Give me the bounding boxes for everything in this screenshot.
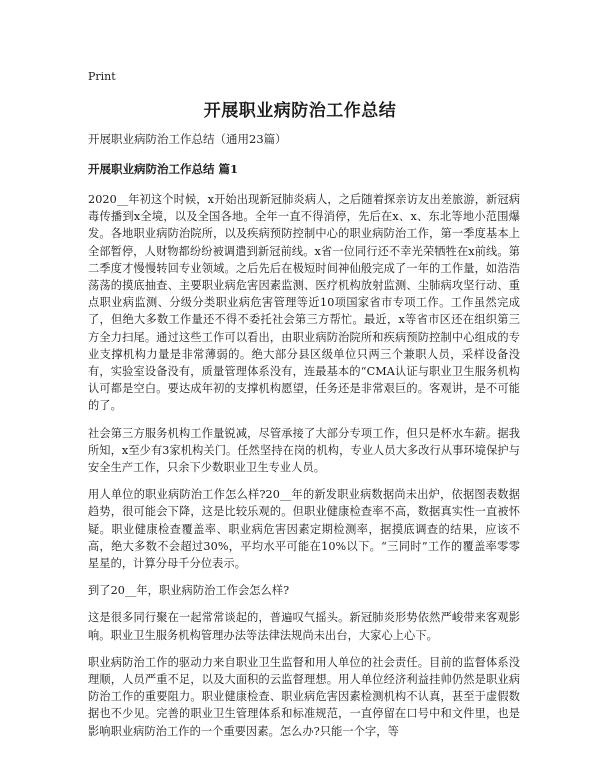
document-body: [88, 131, 520, 750]
paragraph-1: 2020__年初这个时候，x开始出现新冠肺炎病人，之后随着探亲访友出差旅游，新冠病毒传播到x全境，以及全国各地。全年一直不得消停，先后在x、x、东北等地小范围爆发。各地职业病防治院所，以及疾病预防控制中心的职业病防治工作，第一季度基本上全部暂停，人财物都纷纷被调遣到新冠前线。x省一位同行还不幸光荣牺牲在x前线。第二季度才慢慢转回专业领域。之后先后在极短时间神仙般完成了一年的工作量，如浩浩荡荡的摸底抽查、主要职业病危害因素监测、医疗机构放射监测、尘肺病攻坚行动、重点职业病监测、分级分类职业病危害管理等近10项国家省市专项工作。工作虽然完成了，但绝大多数工作量还不得不委托社会第三方帮忙。最近，x等省市区还在组织第三方全力扫尾。通过这些工作可以看出，由职业病防治院所和疾病预防控制中心组成的专业支撑机构力量是非常薄弱的。绝大部分县区级单位只两三个兼职人员，采样设备没有，实验室设备没有，质量管理体系没有，连最基本的“CMA认证与职业卫生服务机构认可都是空白。要达成年初的支撑机构愿望，任务还是非常艰巨的。客观讲，是不可能的了。: [88, 193, 520, 413]
paragraph-5: 这是很多同行聚在一起常常谈起的，普遍叹气摇头。新冠肺炎形势依然严峻带来客观影响。职业卫生服务机构管理办法等法律法规尚未出台，大家心上心下。: [88, 611, 520, 642]
section-heading: 开展职业病防治工作总结 篇1: [88, 162, 239, 176]
document-title: 开展职业病防治工作总结: [203, 101, 397, 121]
paragraph-4: 到了20__年，职业病防治工作会怎么样?: [88, 584, 290, 598]
paragraph-3: 用人单位的职业病防治工作怎么样?20__年的新发职业病数据尚未出炉，依据图表数据趋势，很可能会下降，这是比较乐观的。但职业健康检查率不高，数据真实性一直被怀疑。职业健康检查覆盖率、职业病危害因素定期检测率，据摸底调查的结果，应该不高，绝大多数不会超过30%，平均水平可能在10%以下。“三同时”工作的覆盖率零零星星的，计算分母千分位表示。: [88, 488, 520, 571]
document-subtitle: 开展职业病防治工作总结（通用23篇）: [88, 132, 287, 146]
paragraph-6: 职业病防治工作的驱动力来自职业卫生监督和用人单位的社会责任。目前的监督体系没理顺，人员严重不足，以及大面积的云监督理想。用人单位经济利益挂帅仍然是职业病防治工作的重要阻力。职业健康检查、职业病危害因素检测机构不认真，甚至于虚假数据也不少见。完善的职业卫生管理体系和标准规范，一直停留在口号中和文件里，也是影响职业病防治工作的一个重要因素。怎么办?只能一个字，等: [88, 655, 520, 738]
paragraph-2: 社会第三方服务机构工作量锐减，尽管承接了大部分专项工作，但只是杯水车薪。据我所知，x至少有3家机构关门。任然坚持在岗的机构，专业人员大多改行从事环境保护与安全生产工作，只余下少数职业卫生专业人员。: [88, 426, 520, 475]
print-link[interactable]: Print: [88, 70, 116, 83]
